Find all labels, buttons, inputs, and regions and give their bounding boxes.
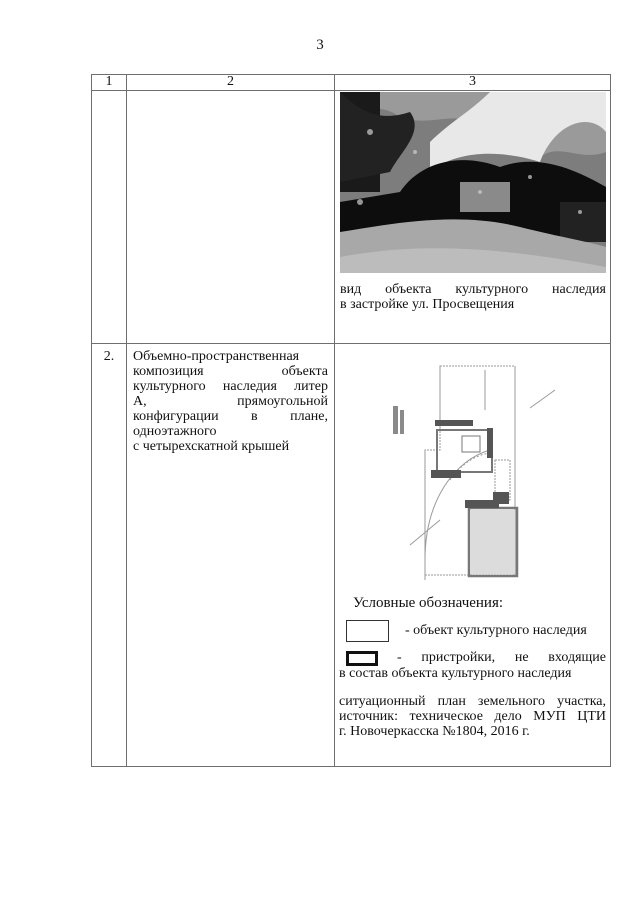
source-line: источник: техническое дело МУП ЦТИ <box>339 709 606 724</box>
description-line: с четырехскатной крышей <box>133 439 290 454</box>
plan-source <box>339 694 606 739</box>
header-cell-3: 3 <box>335 75 611 91</box>
description-line: А, прямоугольной <box>133 394 328 409</box>
description-line: культурного наследия литер <box>133 379 328 394</box>
image-cell <box>335 91 611 344</box>
site-plan-drawing-icon <box>365 350 565 590</box>
source-line: г. Новочеркасска №1804, 2016 г. <box>339 724 530 739</box>
caption-line-2: в застройке ул. Просвещения <box>340 297 515 312</box>
page-number: 3 <box>316 37 324 53</box>
source-line: ситуационный план земельного участка, <box>339 694 606 709</box>
description-line: одноэтажного <box>133 424 217 439</box>
header-cell-1: 1 <box>92 75 127 91</box>
table-row <box>92 91 611 344</box>
description-cell <box>127 91 335 344</box>
row-number <box>92 91 127 344</box>
legend-item-text: - пристройки, не входящие <box>397 650 606 665</box>
description-line: Объемно-пространственная <box>133 349 300 364</box>
table-header-row <box>92 75 611 91</box>
description-cell <box>127 344 335 767</box>
description-line: композиция объекта <box>133 364 328 379</box>
plan-cell <box>335 344 611 767</box>
legend-title: Условные обозначения: <box>353 595 504 611</box>
legend-item-text: - объект культурного наследия <box>405 623 587 638</box>
description-line: конфигурации в плане, <box>133 409 328 424</box>
heritage-object-swatch-icon <box>346 620 389 642</box>
header-cell-2: 2 <box>127 75 335 91</box>
legend-item-text: в состав объекта культурного наследия <box>339 666 572 681</box>
legend-item-heritage <box>335 620 610 646</box>
table-row <box>92 344 611 767</box>
photo-caption <box>340 282 606 312</box>
object-description <box>127 344 334 454</box>
caption-line-1: вид объекта культурного наследия <box>340 282 606 297</box>
row-number: 2. <box>92 344 127 767</box>
photo-building-street-icon <box>340 92 606 273</box>
legend-item-annex <box>339 650 606 682</box>
annex-swatch-icon <box>346 651 378 666</box>
heritage-table <box>91 74 611 767</box>
